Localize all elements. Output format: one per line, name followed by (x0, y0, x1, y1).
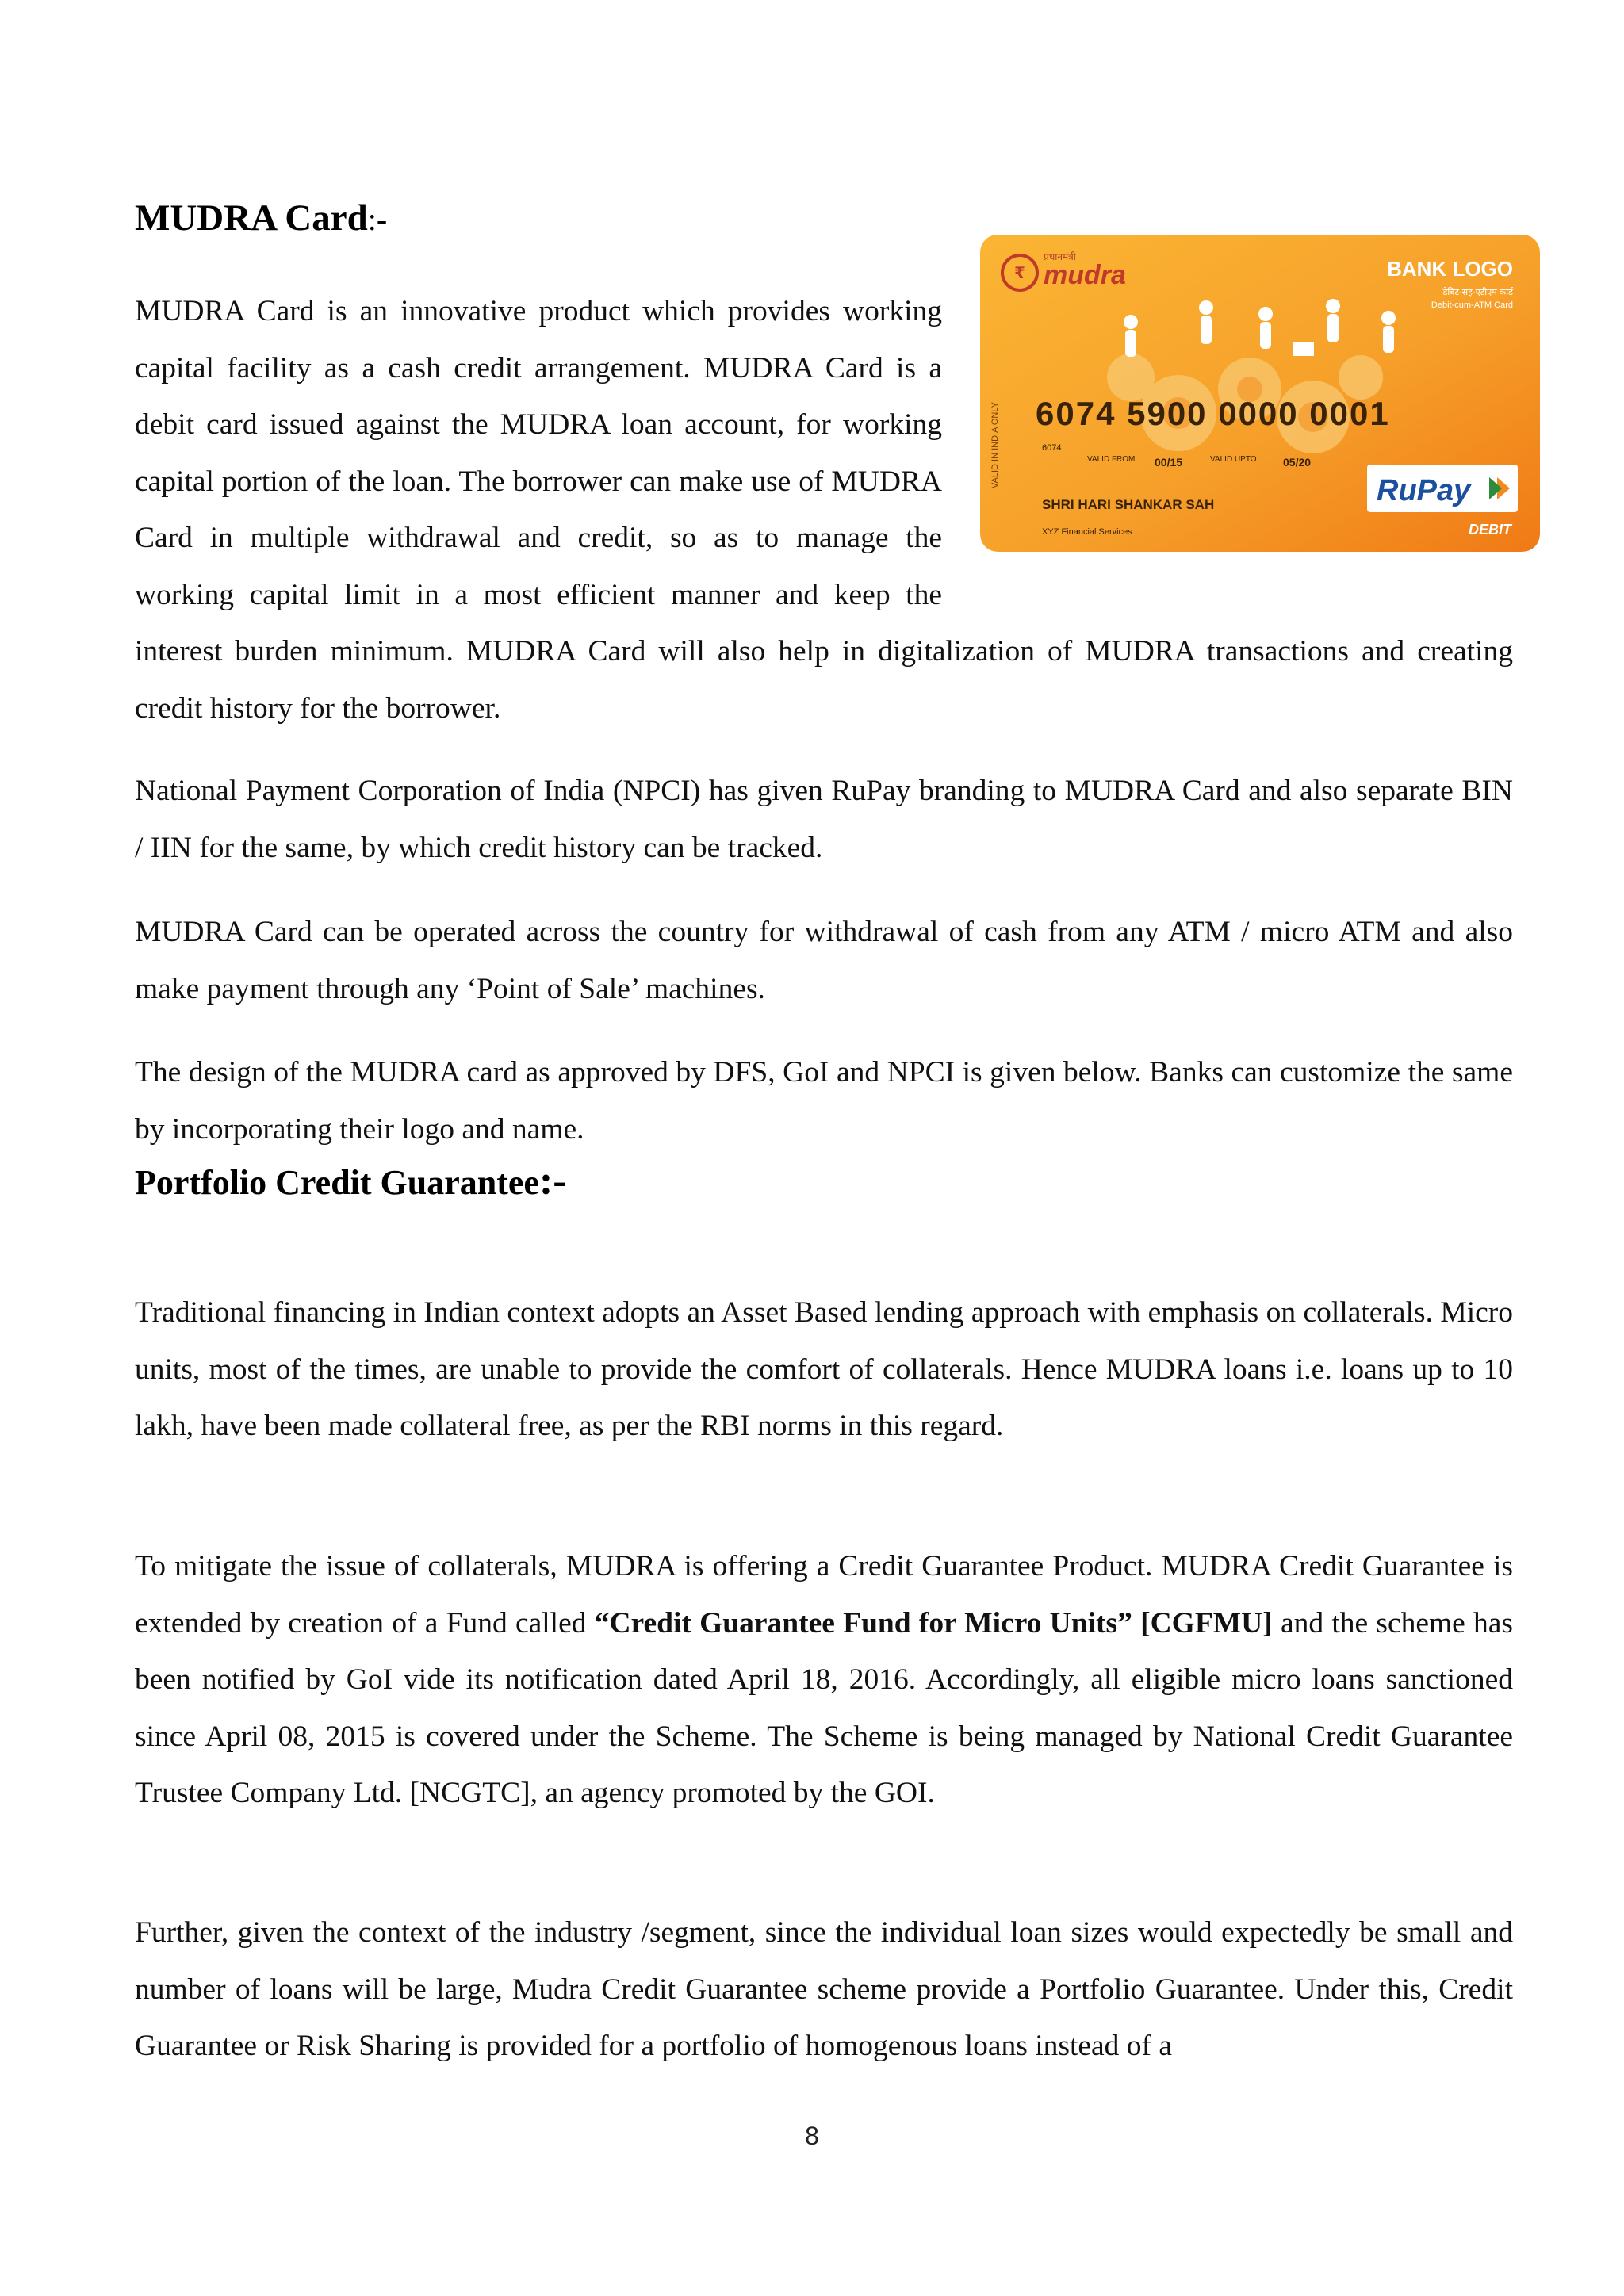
paragraph-cgfmu-part1: To mitigate the issue of collaterals, MUDRA is offering a Credit Guarantee Product. MUDRA Credit Guarantee is extended by creation of a Fund called (135, 1550, 1513, 1640)
paragraph-card-design: The design of the MUDRA card as approved by DFS, GoI and NPCI is given below. Banks can customize the same by incorporating their logo and name. (135, 1056, 1513, 1146)
paragraph-cgfmu (135, 1538, 1513, 1822)
card-side-text: VALID IN INDIA ONLY (990, 401, 1000, 488)
paragraph-npci-rupay: National Payment Corporation of India (NPCI) has given RuPay branding to MUDRA Card and also separate BIN / IIN for the same, by which credit history can be tracked. (135, 775, 1513, 864)
card-issuer: XYZ Financial Services (1042, 527, 1132, 537)
card-wrap-spacer (942, 283, 1513, 616)
paragraph-atm-usage: MUDRA Card can be operated across the country for withdrawal of cash from any ATM / micro ATM and also make payment through any ‘Point of Sale’ machines. (135, 916, 1513, 1005)
paragraph-traditional-financing: Traditional financing in Indian context adopts an Asset Based lending approach with emphasis on collaterals. Micro units, most of the times, are unable to provide the comfort of collaterals. Hence MUDRA loans i.e. loans up to 10 lakh, have been made collateral free, as per the RBI norms in this regard. (135, 1296, 1513, 1442)
paragraph-cgfmu-part2: and the scheme has been notified by GoI vide its notification dated April 18, 2016. Accordingly, all eligible micro loans sanctioned since April 08, 2015 is covered under the Scheme. The Scheme is being managed by National Credit Guarantee Trustee Company Ltd. [NCGTC], an agency promoted by the GOI. (135, 1606, 1514, 1809)
card-type-hindi: डेबिट-सह-एटीएम कार्ड (1442, 288, 1513, 297)
heading-portfolio-text: Portfolio Credit Guarantee (135, 1163, 539, 1202)
card-valid-upto: 05/20 (1283, 456, 1312, 469)
card-bank-logo: BANK LOGO (1387, 257, 1513, 281)
paragraph-mudra-card-intro (135, 283, 1513, 737)
paragraph-cgfmu-fund-name: “Credit Guarantee Fund for Micro Units” [CGFMU] (594, 1606, 1273, 1640)
heading-mudra-card-suffix: :- (367, 201, 388, 237)
card-number: 6074 5900 0000 0001 (1036, 395, 1390, 432)
card-network-type: DEBIT (1469, 522, 1511, 538)
heading-mudra-card-text: MUDRA Card (135, 197, 368, 239)
card-number-prefix: 6074 (1042, 443, 1062, 453)
card-valid-from: 00/15 (1155, 456, 1183, 469)
svg-text:₹: ₹ (1014, 265, 1025, 282)
heading-portfolio-suffix: :- (538, 1158, 567, 1203)
card-network: RuPay (1377, 474, 1471, 507)
card-holder-name: SHRI HARI SHANKAR SAH (1042, 497, 1215, 512)
card-brand-hindi: प्रधानमंत्री (1044, 251, 1076, 262)
card-type: Debit-cum-ATM Card (1431, 300, 1513, 310)
page-number: 8 (805, 2122, 819, 2150)
card-mudra-brand: mudra (1044, 260, 1126, 290)
card-valid-upto-label: VALID UPTO (1210, 455, 1257, 464)
heading-mudra-card (135, 197, 387, 239)
card-valid-from-label: VALID FROM (1087, 455, 1136, 464)
heading-portfolio-credit-guarantee (135, 1158, 567, 1204)
paragraph-portfolio-guarantee: Further, given the context of the industry /segment, since the individual loan sizes would expectedly be small and number of loans will be large, Mudra Credit Guarantee scheme provide a Portfolio Guarantee. Under this, Credit Guarantee or Risk Sharing is provided for a portfolio of homogenous loans instead of a (135, 1916, 1513, 2062)
paragraph-1-text: MUDRA Card is an innovative product which provides working capital facility as a cash credit arrangement. MUDRA Card is a debit card issued against the MUDRA loan account, for working capital portion of the loan. The borrower can make use of MUDRA Card in multiple withdrawal and credit, so as to manage the working capital limit in a most efficient manner and keep the interest burden minimum. MUDRA Card will also help in digitalization of MUDRA transactions and creating credit history for the borrower. (135, 295, 1513, 725)
